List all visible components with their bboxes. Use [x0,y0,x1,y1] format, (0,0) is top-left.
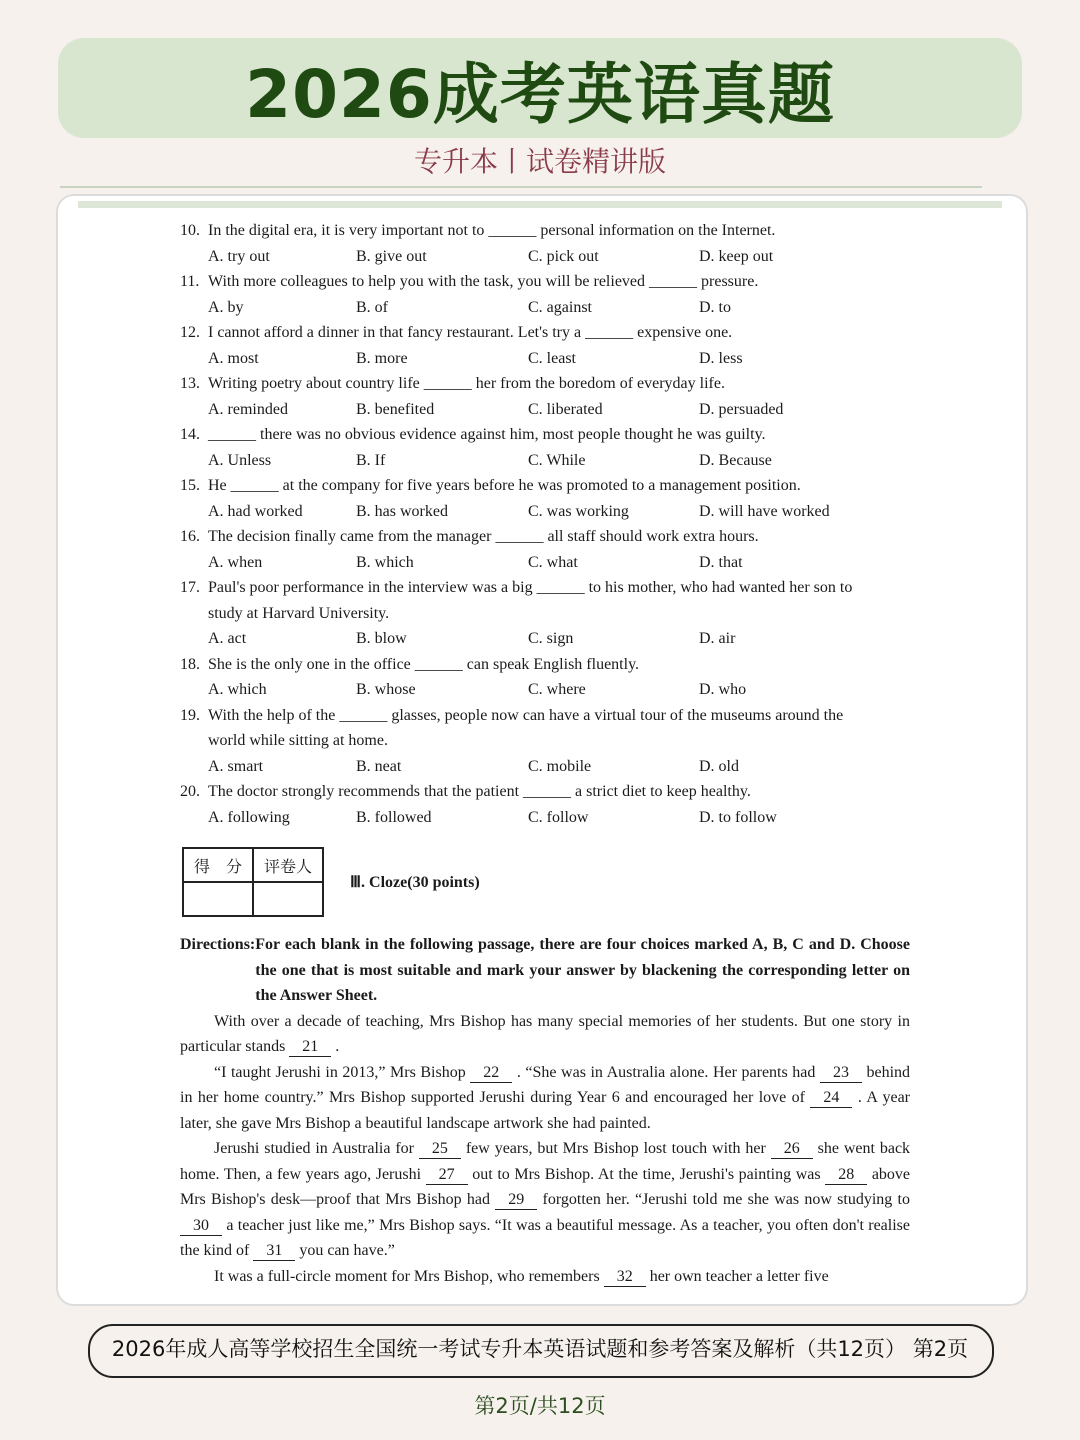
question-number: 17. [180,579,200,596]
answer-option: B. If [356,451,386,469]
answer-options [180,805,910,831]
footer-title [0,1333,1080,1363]
cloze-blank: 28 [825,1166,867,1185]
passage-text: . [335,1038,340,1055]
grader-cell [253,882,323,916]
answer-option: B. whose [356,681,416,698]
question-text: Writing poetry about country life ______ her from the boredom of everyday life. [208,375,725,392]
cloze-blank: 22 [470,1064,512,1083]
answer-option: D. old [699,757,739,775]
page-title: 2026成考英语真题 [245,55,835,133]
answer-option: D. that [699,553,743,571]
passage-text: . A year later, she gave Mrs Bishop a beautiful landscape artwork she had painted. [180,1089,911,1132]
divider [60,186,982,188]
passage-text: a teacher just like me,” Mrs Bishop says. “It was a beautiful message. As a teacher, you often don't realise the kind of [180,1216,911,1259]
directions [180,932,910,1009]
answer-option: A. had worked [208,502,303,520]
passage-text: “I taught Jerushi in 2013,” Mrs Bishop [214,1063,466,1081]
answer-option: C. what [528,553,578,571]
question-item [180,320,910,346]
question-number: 13. [180,375,200,392]
question-text: ______ there was no obvious evidence against him, most people thought he was guilty. [208,426,766,443]
directions-label: Directions: [180,936,256,953]
question-item [180,575,910,601]
cloze-blank: 25 [419,1140,461,1159]
answer-option: A. which [208,681,267,698]
question-continuation: world while sitting at home. [208,732,388,749]
answer-option: D. who [699,681,747,698]
page-subtitle: 专升本丨试卷精讲版 [413,145,666,178]
score-cell [183,882,253,916]
answer-options [180,550,910,576]
question-number: 18. [180,655,200,673]
question-item [180,473,910,499]
passage-paragraph [180,1264,910,1290]
question-item [180,703,910,729]
answer-option: A. smart [208,757,264,775]
question-continuation: study at Harvard University. [208,604,390,622]
answer-option: A. reminded [208,400,288,418]
title-banner [58,38,1022,138]
question-text: In the digital era, it is very important not to ______ personal information on the Internet. [208,222,776,239]
answer-option: B. blow [356,630,407,647]
question-number: 16. [180,528,200,545]
answer-options [180,754,910,780]
question-text: With more colleagues to help you with the task, you will be relieved ______ pressure. [208,273,759,290]
passage-text: Jerushi studied in Australia for [214,1140,414,1157]
score-table [182,847,324,917]
cloze-blank: 23 [820,1064,862,1083]
question-text: With the help of the ______ glasses, people now can have a virtual tour of the museums around the [208,706,844,724]
question-number: 20. [180,783,200,800]
answer-option: B. neat [356,757,402,775]
answer-option: C. against [528,298,592,316]
answer-option: C. While [528,451,586,469]
answer-options [180,499,910,525]
answer-option: B. give out [356,247,427,265]
exam-document [180,218,910,1289]
question-text: The doctor strongly recommends that the patient ______ a strict diet to keep healthy. [208,783,751,800]
answer-option: C. liberated [528,400,603,418]
answer-option: C. follow [528,808,589,826]
answer-option: C. pick out [528,247,599,265]
question-number: 10. [180,222,200,239]
passage-text: out to Mrs Bishop. At the time, Jerushi's painting was [472,1165,821,1183]
divider-band [78,201,1002,208]
answer-option: A. most [208,349,259,367]
answer-option: D. Because [699,451,772,469]
question-item [180,652,910,678]
question-item [180,218,910,244]
answer-option: A. when [208,553,263,571]
answer-option: B. more [356,349,408,367]
section-title: Ⅲ. Cloze(30 points) [350,874,480,891]
question-item [180,371,910,397]
answer-options [180,448,910,474]
answer-options [180,677,910,703]
answer-options [180,397,910,423]
cloze-blank: 31 [253,1242,295,1261]
answer-option: B. of [356,298,388,316]
passage-text: you can have.” [299,1242,395,1259]
answer-option: B. which [356,553,414,571]
page-indicator: 第2页/共12页 [474,1394,606,1418]
answer-options [180,244,910,270]
passage-text: above Mrs Bishop's desk—proof that Mrs Bishop had [180,1165,911,1208]
exam-page-card [56,194,1028,1306]
answer-option: A. try out [208,247,270,265]
question-text: I cannot afford a dinner in that fancy restaurant. Let's try a ______ expensive one. [208,324,733,341]
answer-option: D. to follow [699,808,777,826]
answer-option: A. Unless [208,451,272,469]
answer-option: C. sign [528,630,574,647]
passage-paragraph [180,1060,910,1137]
cloze-blank: 26 [771,1140,813,1159]
answer-option: D. keep out [699,247,774,265]
question-number: 14. [180,426,200,443]
answer-option: C. was working [528,502,629,520]
answer-option: C. mobile [528,757,592,775]
passage-text: behind in her home country.” Mrs Bishop supported Jerushi during Year 6 and encouraged her love of [180,1063,911,1106]
grader-label: 评卷人 [253,848,323,882]
passage-text: forgotten her. “Jerushi told me she was now studying to [542,1191,911,1208]
cloze-blank: 24 [810,1089,852,1108]
answer-options [180,295,910,321]
question-number: 19. [180,706,200,724]
passage-text: It was a full-circle moment for Mrs Bishop, who remembers [214,1267,600,1285]
question-item [180,524,910,550]
footer-page-label: 第2页 [912,1337,969,1361]
question-item [180,269,910,295]
passage-paragraph [180,1136,910,1264]
question-text: He ______ at the company for five years before he was promoted to a management position. [208,477,801,494]
passage-text: With over a decade of teaching, Mrs Bishop has many special memories of her students. But one story in particular stands [180,1012,910,1055]
cloze-blank: 27 [426,1166,468,1185]
question-text: The decision finally came from the manager ______ all staff should work extra hours. [208,528,759,545]
passage-paragraph [180,1009,910,1060]
answer-option: B. benefited [356,400,435,418]
passage-text: few years, but Mrs Bishop lost touch with her [465,1140,766,1157]
cloze-blank: 30 [180,1217,222,1236]
cloze-blank: 21 [289,1038,331,1057]
passage-text: her own teacher a letter five [649,1267,829,1285]
question-number: 15. [180,477,200,494]
question-text: Paul's poor performance in the interview was a big ______ to his mother, who had wanted her son to [208,579,853,596]
question-number: 12. [180,324,200,341]
cloze-blank: 29 [495,1191,537,1210]
answer-option: B. has worked [356,502,448,520]
question-item [180,422,910,448]
answer-options [180,626,910,652]
answer-option: B. followed [356,808,432,826]
section-header [180,846,910,918]
question-list [180,218,910,830]
question-text: She is the only one in the office ______ can speak English fluently. [208,655,640,673]
answer-option: D. less [699,349,743,367]
directions-text: For each blank in the following passage, there are four choices marked A, B, C and D. Choose the one that is most suitable and mark your answer by blackening the corresponding letter on the Answer Sheet. [255,936,910,1004]
answer-option: A. following [208,808,290,826]
cloze-blank: 32 [604,1268,646,1287]
passage-text: she went back home. Then, a few years ago, Jerushi [180,1140,911,1183]
answer-option: A. by [208,298,244,316]
passage-text: . “She was in Australia alone. Her parents had [516,1063,816,1081]
footer-exam-title: 2026年成人高等学校招生全国统一考试专升本英语试题和参考答案及解析（共12页） [111,1337,907,1361]
question-item [180,779,910,805]
answer-option: D. to [699,298,731,316]
answer-option: D. air [699,630,736,647]
answer-option: C. where [528,681,586,698]
answer-option: A. act [208,630,247,647]
answer-options [180,346,910,372]
score-label: 得 分 [183,848,253,882]
answer-option: D. will have worked [699,502,830,520]
answer-option: C. least [528,349,576,367]
answer-option: D. persuaded [699,400,784,418]
question-number: 11. [180,273,200,290]
